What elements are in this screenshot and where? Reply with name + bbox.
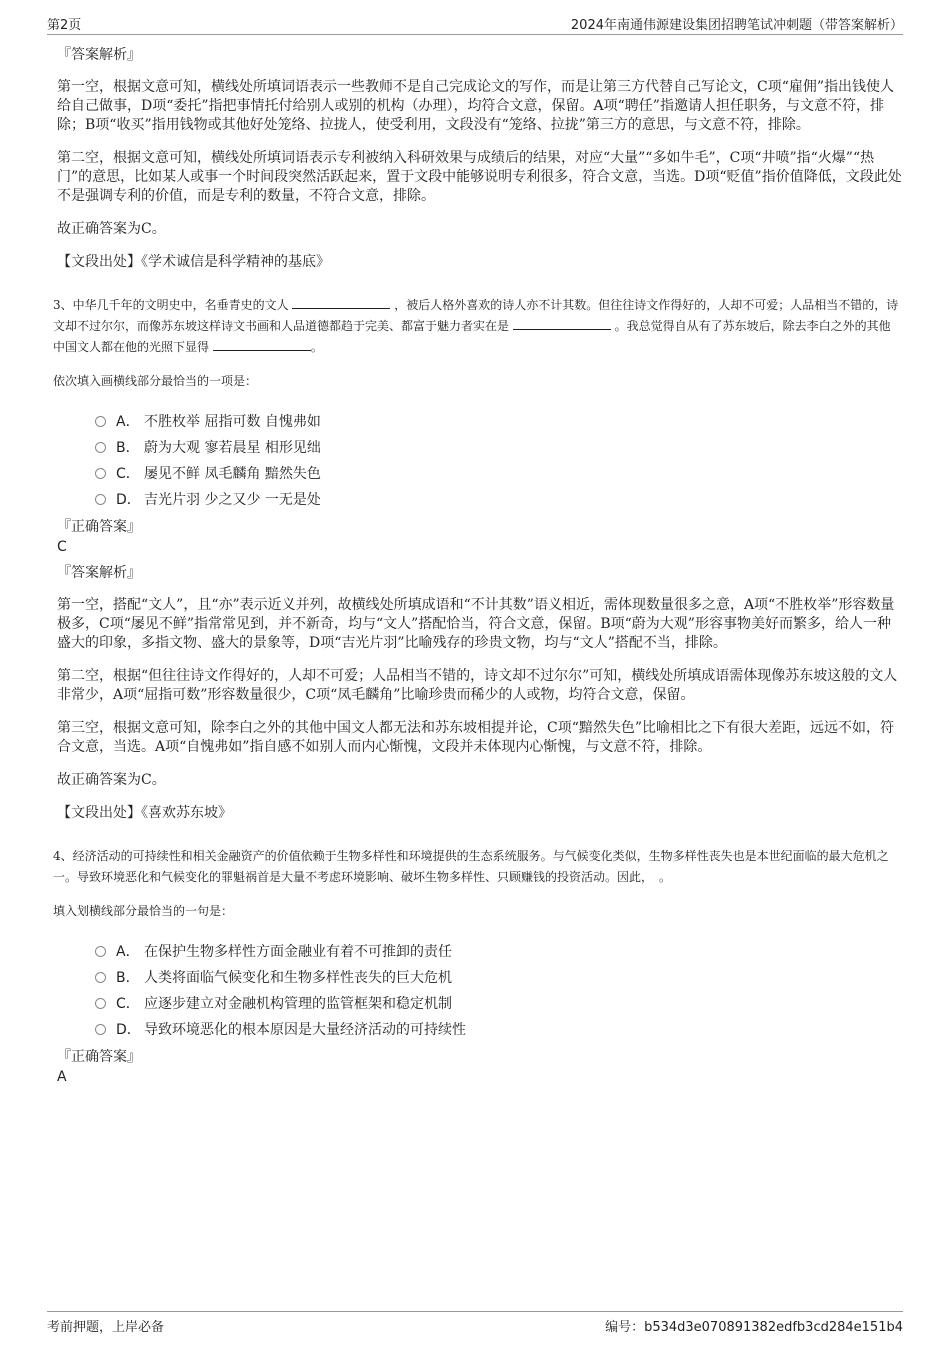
- radio-icon[interactable]: [95, 972, 106, 983]
- option-d[interactable]: D． 导致环境恶化的根本原因是大量经济活动的可持续性: [95, 1016, 902, 1042]
- answer-label: 『正确答案』: [57, 1049, 141, 1065]
- analysis-paragraph: 第一空，搭配“文人”，且“亦”表示近义并列，故横线处所填成语和“不计其数”语义相近，需体现数量很多之意，A项“不胜枚举”形容数量极多，C项“屡见不鲜”指常常见到，并不新奇，均与“文人”搭配恰当，符合文意，保留。B项“蔚为大观”形容事物美好而繁多，给人一种盛大的印象，多指文物、盛大的景象等，D项“吉光片羽”比喻残存的珍贵文物，均与“文人”搭配不当，排除。: [57, 597, 895, 651]
- radio-icon[interactable]: [95, 946, 106, 957]
- analysis-paragraph: 第二空，根据“但往往诗文作得好的，人却不可爱；人品相当不错的，诗文却不过尔尔”可知，横线处所填成语需体现像苏东坡这般的文人非常少，A项“屈指可数”形容数量很少，C项“凤毛麟角”比喻珍贵而稀少的人或物，均符合文意，保留。: [57, 668, 898, 703]
- answer-label: 『正确答案』: [57, 519, 141, 535]
- option-b[interactable]: B． 人类将面临气候变化和生物多样性丧失的巨大危机: [95, 964, 902, 990]
- question-4-text: 4、经济活动的可持续性和相关金融资产的价值依赖于生物多样性和环境提供的生态系统服务。与气候变化类似，生物多样性丧失也是本世纪面临的最大危机之一。导致环境恶化和气候变化的罪魁祸首是大量不考虑环境影响、破坏生物多样性、只顾赚钱的投资活动。因此， 。: [53, 849, 889, 884]
- footer-slogan: 考前押题，上岸必备: [47, 1320, 165, 1335]
- analysis-label: 『答案解析』: [57, 565, 141, 581]
- question-3-instruction: 依次填入画横线部分最恰当的一项是：: [53, 374, 258, 388]
- document-title: 2024年南通伟源建设集团招聘笔试冲刺题（带答案解析）: [570, 18, 903, 33]
- page-content: [53, 46, 902, 1094]
- option-c[interactable]: C． 屡见不鲜 凤毛麟角 黯然失色: [95, 460, 902, 486]
- question-4-options: [95, 938, 902, 1042]
- analysis-paragraph: 第二空，根据文意可知，横线处所填词语表示专利被纳入科研效果与成绩后的结果，对应“大量”“多如牛毛”，C项“井喷”指“火爆”“热门”的意思，比如某人或事一个时间段突然活跃起来，置于文段中能够说明专利很多，符合文意，当选。D项“贬值”指价值降低，文段此处不是强调专利的价值，而是专利的数量，不符合文意，排除。: [57, 150, 902, 204]
- radio-icon[interactable]: [95, 442, 106, 453]
- question-4-instruction: 填入划横线部分最恰当的一句是：: [53, 904, 234, 918]
- radio-icon[interactable]: [95, 416, 106, 427]
- option-a[interactable]: A． 不胜枚举 屈指可数 自愧弗如: [95, 408, 902, 434]
- analysis-label: 『答案解析』: [57, 47, 141, 63]
- radio-icon[interactable]: [95, 468, 106, 479]
- source-citation: 【文段出处】《学术诚信是科学精神的基底》: [57, 254, 330, 270]
- analysis-paragraph: 第一空，根据文意可知，横线处所填词语表示一些教师不是自己完成论文的写作，而是让第三方代替自己写论文，C项“雇佣”指出钱使人给自己做事，D项“委托”指把事情托付给别人或别的机构（办理），均符合文意，保留。A项“聘任”指邀请人担任职务，与文意不符，排除；B项“收买”指用钱物或其他好处笼络、拉拢人，使受利用，文段没有“笼络、拉拢”第三方的意思，与文意不符，排除。: [57, 79, 895, 133]
- radio-icon[interactable]: [95, 1024, 106, 1035]
- option-d[interactable]: D． 吉光片羽 少之又少 一无是处: [95, 486, 902, 512]
- page-number: 第2页: [47, 18, 82, 33]
- option-a[interactable]: A． 在保护生物多样性方面金融业有着不可推卸的责任: [95, 938, 902, 964]
- analysis-conclusion: 故正确答案为C。: [57, 772, 166, 788]
- fill-blank: [292, 296, 390, 309]
- fill-blank: [213, 338, 311, 351]
- answer-value: C: [57, 539, 67, 555]
- question-3-text: 3、中华几千年的文明史中，名垂青史的文人 ，被后人格外喜欢的诗人亦不计其数。但往往诗文作得好的，人却不可爱；人品相当不错的，诗文却不过尔尔，而像苏东坡这样诗文书画和人品道德都趋于完美、都富于魅力者实在是 。我总觉得自从有了苏东坡后，除去李白之外的其他中国文人都在他的光照下显得 。: [53, 298, 899, 354]
- page-header: [47, 14, 903, 35]
- analysis-paragraph: 第三空，根据文意可知，除李白之外的其他中国文人都无法和苏东坡相提并论，C项“黯然失色”比喻相比之下有很大差距，远远不如，符合文意，当选。A项“自愧弗如”指自感不如别人而内心惭愧，文段并未体现内心惭愧，与文意不符，排除。: [57, 720, 895, 755]
- radio-icon[interactable]: [95, 494, 106, 505]
- document-id: 编号：b534d3e070891382edfb3cd284e151b4: [605, 1320, 903, 1335]
- option-c[interactable]: C． 应逐步建立对金融机构管理的监管框架和稳定机制: [95, 990, 902, 1016]
- fill-blank: [513, 317, 611, 330]
- option-b[interactable]: B． 蔚为大观 寥若晨星 相形见绌: [95, 434, 902, 460]
- source-citation: 【文段出处】《喜欢苏东坡》: [57, 805, 232, 821]
- page-footer: [47, 1311, 903, 1338]
- answer-value: A: [57, 1069, 67, 1085]
- analysis-conclusion: 故正确答案为C。: [57, 221, 166, 237]
- question-3-options: [95, 408, 902, 512]
- radio-icon[interactable]: [95, 998, 106, 1009]
